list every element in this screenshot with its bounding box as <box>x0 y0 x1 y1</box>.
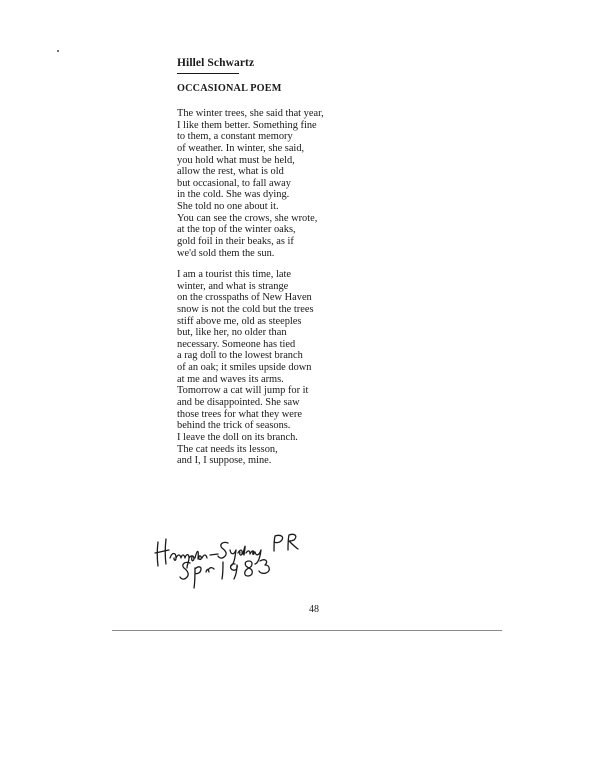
poem-line: on the crosspaths of New Haven <box>177 292 312 304</box>
poem-stanza-2 <box>177 269 314 467</box>
poem-line: and I, I suppose, mine. <box>177 455 272 467</box>
poem-line: but, like her, no older than <box>177 327 287 339</box>
poem-line: you hold what must be held, <box>177 154 295 166</box>
poem-stanza-1 <box>177 108 324 259</box>
poem-line: I am a tourist this time, late <box>177 269 291 280</box>
poem-line: She told no one about it. <box>177 201 279 213</box>
poem-line: those trees for what they were <box>177 408 302 420</box>
poem-line: I like them better. Something fine <box>177 119 317 131</box>
handwritten-line-1 <box>155 534 298 568</box>
poem-line: snow is not the cold but the trees <box>177 303 314 315</box>
poem-line: in the cold. She was dying. <box>177 189 290 201</box>
poem-line: to them, a constant memory <box>177 131 293 143</box>
poem-line: a rag doll to the lowest branch <box>177 350 303 362</box>
poem-line: necessary. Someone has tied <box>177 338 296 350</box>
handwritten-annotation <box>152 528 322 590</box>
poem-line: but occasional, to fall away <box>177 177 291 189</box>
poem-line: Tomorrow a cat will jump for it <box>177 385 309 397</box>
poem-line: at me and waves its arms. <box>177 373 284 385</box>
poem-line: gold foil in their beaks, as if <box>177 236 294 248</box>
author-underline <box>177 73 239 74</box>
page-bottom-rule <box>112 630 502 631</box>
author-name: Hillel Schwartz <box>177 57 255 69</box>
poem-line: The winter trees, she said that year, <box>177 108 324 119</box>
poem-line: of an oak; it smiles upside down <box>177 362 312 374</box>
poem-line: of weather. In winter, she said, <box>177 142 305 154</box>
poem-line: at the top of the winter oaks, <box>177 224 296 236</box>
poem-line: The cat needs its lesson, <box>177 443 278 455</box>
poem-line: stiff above me, old as steeples <box>177 315 302 327</box>
page-number: 48 <box>309 604 319 615</box>
poem-line: You can see the crows, she wrote, <box>177 212 318 224</box>
poem-line: winter, and what is strange <box>177 280 289 292</box>
poem-line: I leave the doll on its branch. <box>177 431 298 443</box>
poem-title: OCCASIONAL POEM <box>177 83 282 94</box>
poem-line: allow the rest, what is old <box>177 166 284 178</box>
poem-line: we'd sold them the sun. <box>177 247 275 259</box>
poem-line: and be disappointed. She saw <box>177 397 300 409</box>
poem-line: behind the trick of seasons. <box>177 420 291 432</box>
scan-speck <box>57 50 59 52</box>
